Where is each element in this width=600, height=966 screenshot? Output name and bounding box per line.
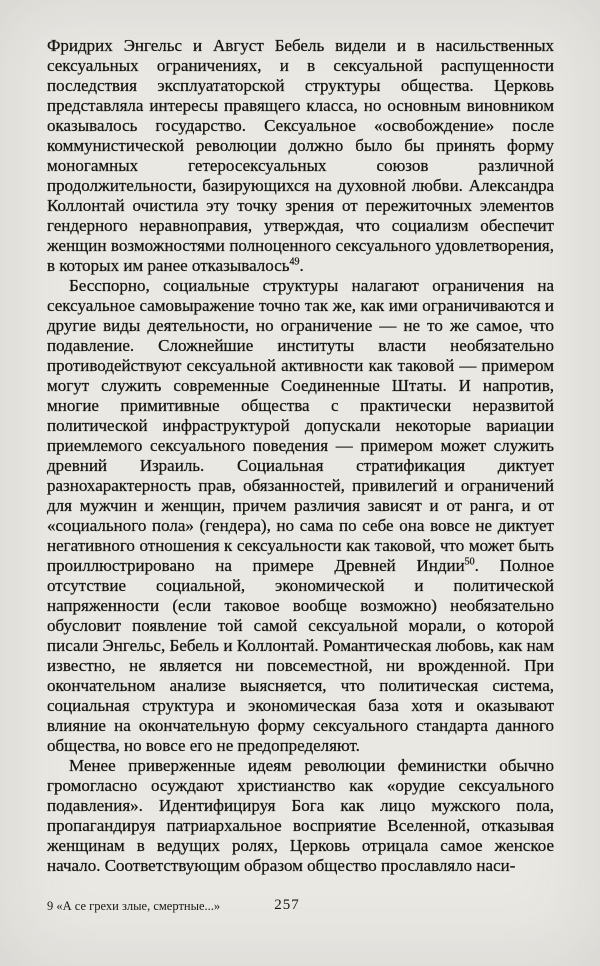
footnote-ref-49: 49 — [289, 256, 300, 268]
paragraph — [47, 36, 554, 276]
paragraph-text: Бесспорно, социальные структуры налагают ограничения на сексуальное самовыражение точно так же, как ими ограничиваются и другие виды деятельности, но ограничение — не то же самое, что подавление. Сложнейшие институты власти необязательно противодействуют сексуальной активности как таковой — примером могут служить современные Соединенные Штаты. И напротив, многие примитивные общества с практически неразвитой политической инфраструктурой допускали некоторые вариации приемлемого сексуального поведения — примером может служить древний Израиль. Социальная стратификация диктует разнохарактерность прав, обязанностей, привилегий и ограничений для мужчин и женщин, причем различия зависят и от ранга, и от «социального пола» (гендера), но сама по себе она вовсе не диктует негативного отношения к сексуальности как таковой, что может быть проиллюстрировано на примере Древней Индии — [47, 276, 554, 575]
paragraph-text: Менее приверженные идеям революции феминистки обычно громогласно осуждают христианство как «орудие сексуального подавления». Идентифицируя Бога как лицо мужского пола, пропагандируя патриархальное восприятие Вселенной, отказывая женщинам в ведущих ролях, Церковь отрицала самое женское начало. Соответствующим образом общество прославляло наси- — [47, 756, 554, 875]
paragraph-text: Фридрих Энгельс и Август Бебель видели и в насильственных сексуальных ограничениях, и в сексуальной распущенности последствия эксплуататорской структуры общества. Церковь представляла интересы правящего класса, но основным виновником оказывалось государство. Сексуальное «освобождение» после коммунистической революции должно было бы принять форму моногамных гетеросексуальных союзов различной продолжительности, базирующихся на духовной любви. Александра Коллонтай очистила эту точку зрения от пережиточных элементов гендерного неравноправия, утверждая, что социализм обеспечит женщин возможностями полноценного сексуального удовлетворения, в которых им ранее отказывалось — [47, 36, 554, 275]
paragraph-text: . — [299, 256, 304, 275]
printer-signature-line: 9 «А се грехи злые, смертные...» — [47, 899, 221, 913]
paragraph-text: . Полное отсутствие социальной, экономической и политической напряженности (если таковое вообще возможно) необязательно обусловит появление той самой сексуальной морали, о которой писали Энгельс, Бебель и Коллонтай. Романтическая любовь, как нам известно, не является ни повсеместной, ни врожденной. При окончательном анализе выясняется, что политическая система, социальная структура и экономическая база хотя и оказывают влияние на окончательную форму сексуального стандарта данного общества, но вовсе его не предопределяют. — [47, 556, 554, 755]
page-body — [47, 36, 554, 876]
footnote-ref-50: 50 — [464, 556, 475, 568]
paragraph — [47, 756, 554, 876]
paragraph — [47, 276, 554, 756]
page-number: 257 — [274, 897, 300, 913]
